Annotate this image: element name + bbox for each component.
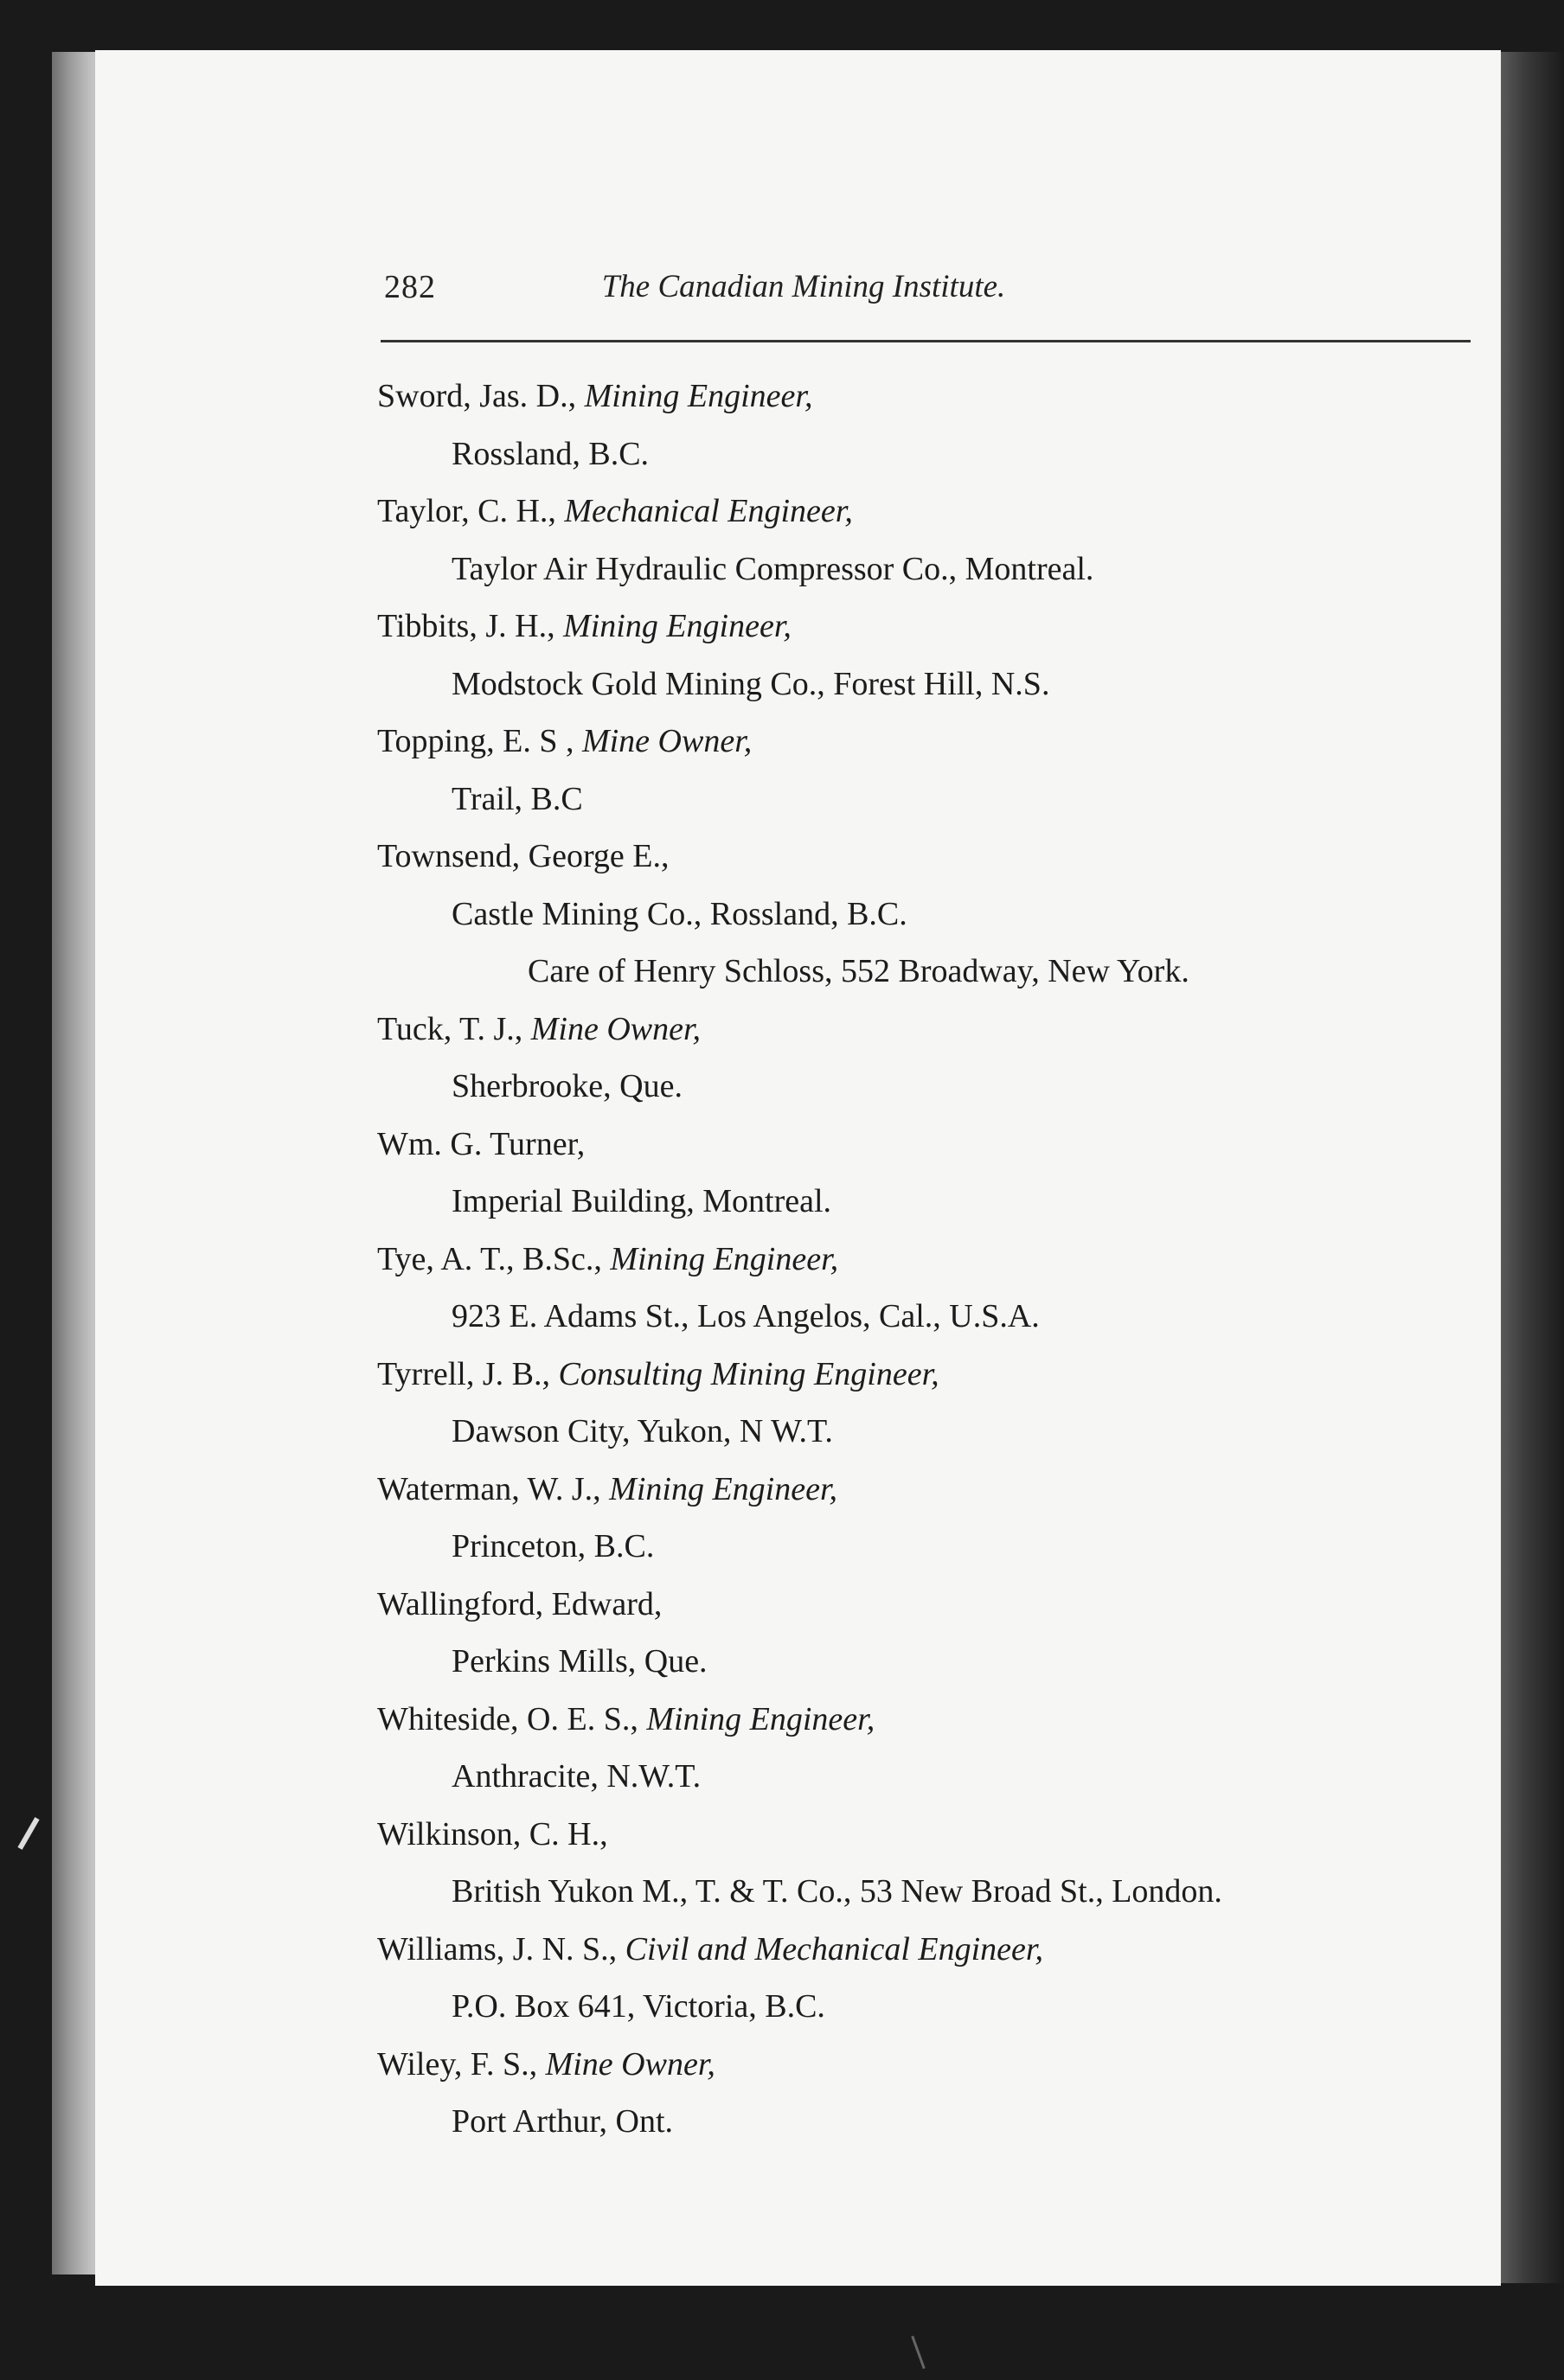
member-occupation: Mining Engineer, (584, 378, 813, 414)
facing-page-edge (1501, 52, 1564, 2283)
entry-name-line (372, 2036, 1497, 2094)
member-name: Sword, Jas. D., (377, 378, 585, 414)
entry-address-line: Perkins Mills, Que. (452, 1643, 708, 1679)
entry-address-line: Trail, B.C (452, 780, 583, 817)
scan-speck (911, 2336, 926, 2370)
member-name: Wiley, F. S., (377, 2045, 546, 2082)
member-occupation: Civil and Mechanical Engineer, (625, 1930, 1043, 1967)
entry-name-line (372, 598, 1497, 656)
header-rule (381, 340, 1471, 342)
member-occupation: Mechanical Engineer, (564, 493, 853, 529)
member-name: Wallingford, Edward, (377, 1585, 663, 1622)
entry-name-line (372, 1806, 1497, 1864)
member-occupation: Mine Owner, (530, 1010, 702, 1047)
entry-address-line: Imperial Building, Montreal. (452, 1183, 832, 1219)
member-list (372, 368, 1497, 2151)
entry-care-of-line: Care of Henry Schloss, 552 Broadway, New York. (528, 953, 1189, 989)
page-number: 282 (384, 269, 436, 305)
scan-speck (17, 1817, 39, 1850)
member-name: Tuck, T. J., (377, 1010, 531, 1047)
entry-address-line: Modstock Gold Mining Co., Forest Hill, N.S. (452, 665, 1050, 702)
entry-name-line (372, 1576, 1497, 1634)
entry-address-line: Dawson City, Yukon, N W.T. (452, 1413, 833, 1449)
member-name: Williams, J. N. S., (377, 1930, 625, 1967)
member-name: Townsend, George E., (377, 838, 670, 874)
entry-address-line: British Yukon M., T. & T. Co., 53 New Broad St., London. (452, 1873, 1222, 1910)
member-occupation: Mining Engineer, (563, 608, 792, 644)
member-occupation: Mining Engineer, (646, 1700, 875, 1737)
running-header (384, 268, 1189, 320)
member-occupation: Mine Owner, (581, 723, 753, 759)
entry-name-line (372, 1231, 1497, 1289)
entry-name-line (372, 368, 1497, 425)
entry-name-line (372, 1116, 1497, 1174)
entry-name-line (372, 828, 1497, 886)
entry-name-line (372, 1921, 1497, 1979)
member-name: Whiteside, O. E. S., (377, 1700, 647, 1737)
member-name: Topping, E. S , (377, 723, 582, 759)
member-occupation: Mine Owner, (545, 2045, 715, 2082)
entry-address-line: Castle Mining Co., Rossland, B.C. (452, 895, 907, 932)
member-name: Tyrrell, J. B., (377, 1355, 559, 1392)
member-name: Tye, A. T., B.Sc., (377, 1240, 611, 1277)
entry-address-line: Port Arthur, Ont. (452, 2103, 674, 2140)
entry-address-line: Anthracite, N.W.T. (452, 1758, 702, 1795)
member-name: Tibbits, J. H., (377, 608, 564, 644)
entry-address-line: P.O. Box 641, Victoria, B.C. (452, 1988, 825, 2025)
member-name: Wilkinson, C. H., (377, 1815, 608, 1852)
member-name: Waterman, W. J., (377, 1470, 610, 1507)
entry-name-line (372, 713, 1497, 771)
member-name: Wm. G. Turner, (377, 1125, 586, 1162)
running-title: The Canadian Mining Institute. (601, 269, 1006, 304)
member-occupation: Mining Engineer, (610, 1240, 839, 1277)
member-name: Taylor, C. H., (377, 493, 565, 529)
entry-address-line: Princeton, B.C. (452, 1528, 655, 1564)
entry-address-line: 923 E. Adams St., Los Angelos, Cal., U.S.A. (452, 1298, 1040, 1334)
member-occupation: Consulting Mining Engineer, (558, 1355, 939, 1392)
entry-name-line (372, 1001, 1497, 1059)
member-occupation: Mining Engineer, (609, 1470, 838, 1507)
entry-address-line: Taylor Air Hydraulic Compressor Co., Montreal. (452, 550, 1094, 587)
entry-address-line: Rossland, B.C. (452, 435, 650, 472)
entry-name-line (372, 1461, 1497, 1519)
entry-name-line (372, 1691, 1497, 1749)
entry-name-line (372, 483, 1497, 541)
entry-name-line (372, 1346, 1497, 1404)
entry-address-line: Sherbrooke, Que. (452, 1068, 683, 1104)
